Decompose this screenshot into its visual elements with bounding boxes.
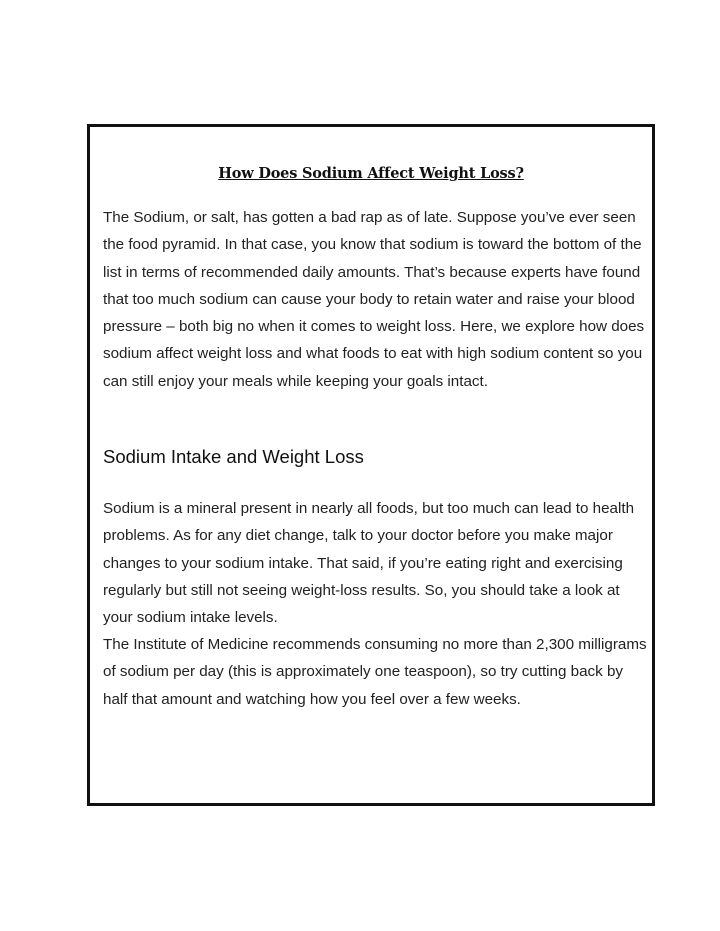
- intro-paragraph: The Sodium, or salt, has gotten a bad rap as of late. Suppose you’ve ever seen the food pyramid. In that case, you know that sodium is toward the bottom of the list in terms of recommended daily amounts. That’s because experts have found that too much sodium can cause your body to retain water and raise your blood pressure – both big no when it comes to weight loss. Here, we explore how does sodium affect weight loss and what foods to eat with high sodium content so you can still enjoy your meals while keeping your goals intact.: [103, 209, 645, 390]
- section-heading: Sodium Intake and Weight Loss: [103, 446, 364, 467]
- document-frame: [87, 124, 655, 806]
- body-paragraph: The Institute of Medicine recommends consuming no more than 2,300 milligrams of sodium per day (this is approximately one teaspoon), so try cutting back by half that amount and watching how you feel over a few weeks.: [103, 636, 647, 708]
- body-paragraph: Sodium is a mineral present in nearly all foods, but too much can lead to health problems. As for any diet change, talk to your doctor before you make major changes to your sodium intake. That said, if you’re eating right and exercising regularly but still not seeing weight-loss results. So, you should take a look at your sodium intake levels.: [103, 500, 635, 627]
- document-title: How Does Sodium Affect Weight Loss?: [218, 165, 524, 182]
